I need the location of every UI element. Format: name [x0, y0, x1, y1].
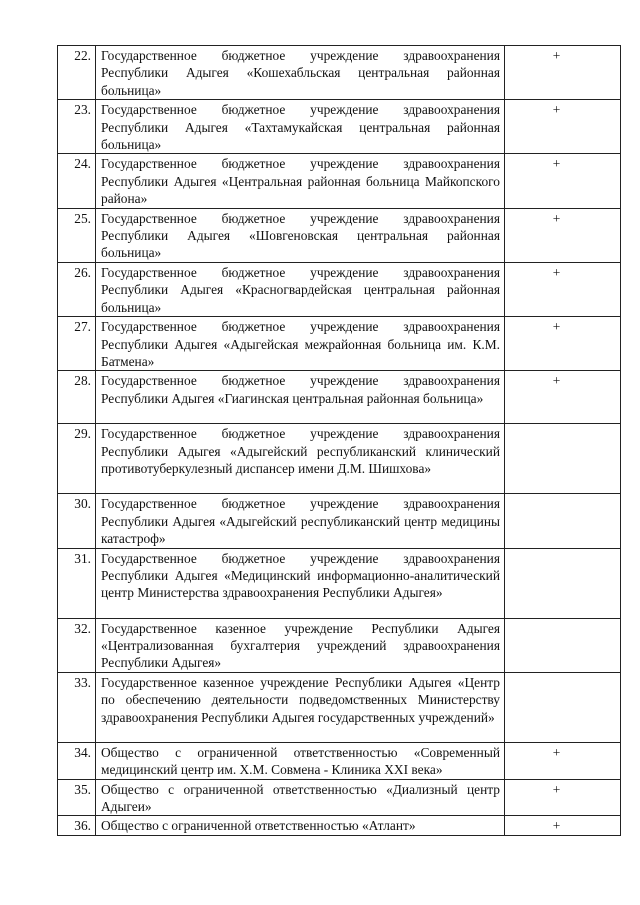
inclusion-mark: + [552, 48, 561, 63]
table-row [58, 548, 621, 618]
table-row [58, 742, 621, 779]
table-row [58, 371, 621, 424]
institution-name: Государственное бюджетное учреждение здравоохранения Республики Адыгея «Кошехабльская центральная районная больница» [96, 46, 505, 100]
institution-name: Государственное бюджетное учреждение здравоохранения Республики Адыгея «Тахтамукайская центральная районная больница» [96, 100, 505, 154]
inclusion-mark: + [552, 373, 561, 389]
row-number: 31. [58, 548, 96, 618]
row-number: 28. [58, 371, 96, 424]
table-row [58, 494, 621, 548]
institution-name: Государственное бюджетное учреждение здравоохранения Республики Адыгея «Адыгейский республиканский центр медицины катастроф» [96, 494, 505, 548]
row-number: 23. [58, 100, 96, 154]
inclusion-mark-cell [505, 46, 621, 100]
row-number: 24. [58, 154, 96, 208]
inclusion-mark: + [552, 744, 561, 760]
inclusion-mark-cell [505, 262, 621, 316]
inclusion-mark: + [552, 156, 561, 172]
table-row [58, 46, 621, 100]
institutions-table [57, 45, 621, 836]
inclusion-mark-cell [505, 317, 621, 371]
inclusion-mark: + [552, 264, 561, 280]
institution-name: Государственное бюджетное учреждение здравоохранения Республики Адыгея «Адыгейская межрайонная больница им. К.М. Батмена» [96, 317, 505, 371]
row-number: 26. [58, 262, 96, 316]
row-number: 27. [58, 317, 96, 371]
table-row [58, 618, 621, 672]
inclusion-mark-cell [505, 672, 621, 742]
inclusion-mark-cell [505, 618, 621, 672]
inclusion-mark-cell [505, 208, 621, 262]
table-row [58, 816, 621, 835]
institution-name: Государственное бюджетное учреждение здравоохранения Республики Адыгея «Красногвардейская центральная районная больница» [96, 262, 505, 316]
row-number: 33. [58, 672, 96, 742]
table-row [58, 424, 621, 494]
table-row [58, 262, 621, 316]
row-number: 25. [58, 208, 96, 262]
table-row [58, 208, 621, 262]
row-number: 36. [58, 816, 96, 835]
institution-name: Государственное бюджетное учреждение здравоохранения Республики Адыгея «Центральная районная больница Майкопского района» [96, 154, 505, 208]
institution-name: Государственное бюджетное учреждение здравоохранения Республики Адыгея «Медицинский информационно-аналитический центр Министерства здравоохранения Республики Адыгея» [96, 548, 505, 618]
institution-name: Государственное бюджетное учреждение здравоохранения Республики Адыгея «Гиагинская центральная районная больница» [96, 371, 505, 424]
institutions-table-body [58, 46, 621, 836]
institution-name: Государственное казенное учреждение Республики Адыгея «Централизованная бухгалтерия учреждений здравоохранения Республики Адыгея» [96, 618, 505, 672]
inclusion-mark-cell [505, 371, 621, 424]
row-number: 34. [58, 742, 96, 779]
inclusion-mark: + [552, 210, 561, 226]
institution-name: Государственное бюджетное учреждение здравоохранения Республики Адыгея «Шовгеновская центральная районная больница» [96, 208, 505, 262]
table-row [58, 672, 621, 742]
table-row [58, 100, 621, 154]
institution-name: Государственное казенное учреждение Республики Адыгея «Центр по обеспечению деятельности подведомственных Министерству здравоохранения Республики Адыгея государственных учреждений» [96, 672, 505, 742]
row-number: 32. [58, 618, 96, 672]
table-row [58, 317, 621, 371]
table-row [58, 154, 621, 208]
inclusion-mark: + [552, 818, 561, 834]
row-number: 30. [58, 494, 96, 548]
inclusion-mark-cell [505, 816, 621, 835]
inclusion-mark-cell [505, 154, 621, 208]
row-number: 29. [58, 424, 96, 494]
inclusion-mark: + [552, 781, 561, 797]
institution-name: Общество с ограниченной ответственностью «Атлант» [96, 816, 505, 835]
inclusion-mark-cell [505, 548, 621, 618]
row-number: 35. [58, 779, 96, 816]
row-number: 22. [58, 46, 96, 100]
table-row [58, 779, 621, 816]
inclusion-mark-cell [505, 779, 621, 816]
institution-name: Государственное бюджетное учреждение здравоохранения Республики Адыгея «Адыгейский республиканский клинический противотуберкулезный диспансер имени Д.М. Шишхова» [96, 424, 505, 494]
inclusion-mark: + [552, 319, 561, 335]
institution-name: Общество с ограниченной ответственностью «Диализный центр Адыгеи» [96, 779, 505, 816]
inclusion-mark-cell [505, 742, 621, 779]
inclusion-mark-cell [505, 424, 621, 494]
inclusion-mark: + [552, 102, 561, 118]
inclusion-mark-cell [505, 100, 621, 154]
inclusion-mark-cell [505, 494, 621, 548]
institution-name: Общество с ограниченной ответственностью «Современный медицинский центр им. Х.М. Совмена - Клиника XXI века» [96, 742, 505, 779]
